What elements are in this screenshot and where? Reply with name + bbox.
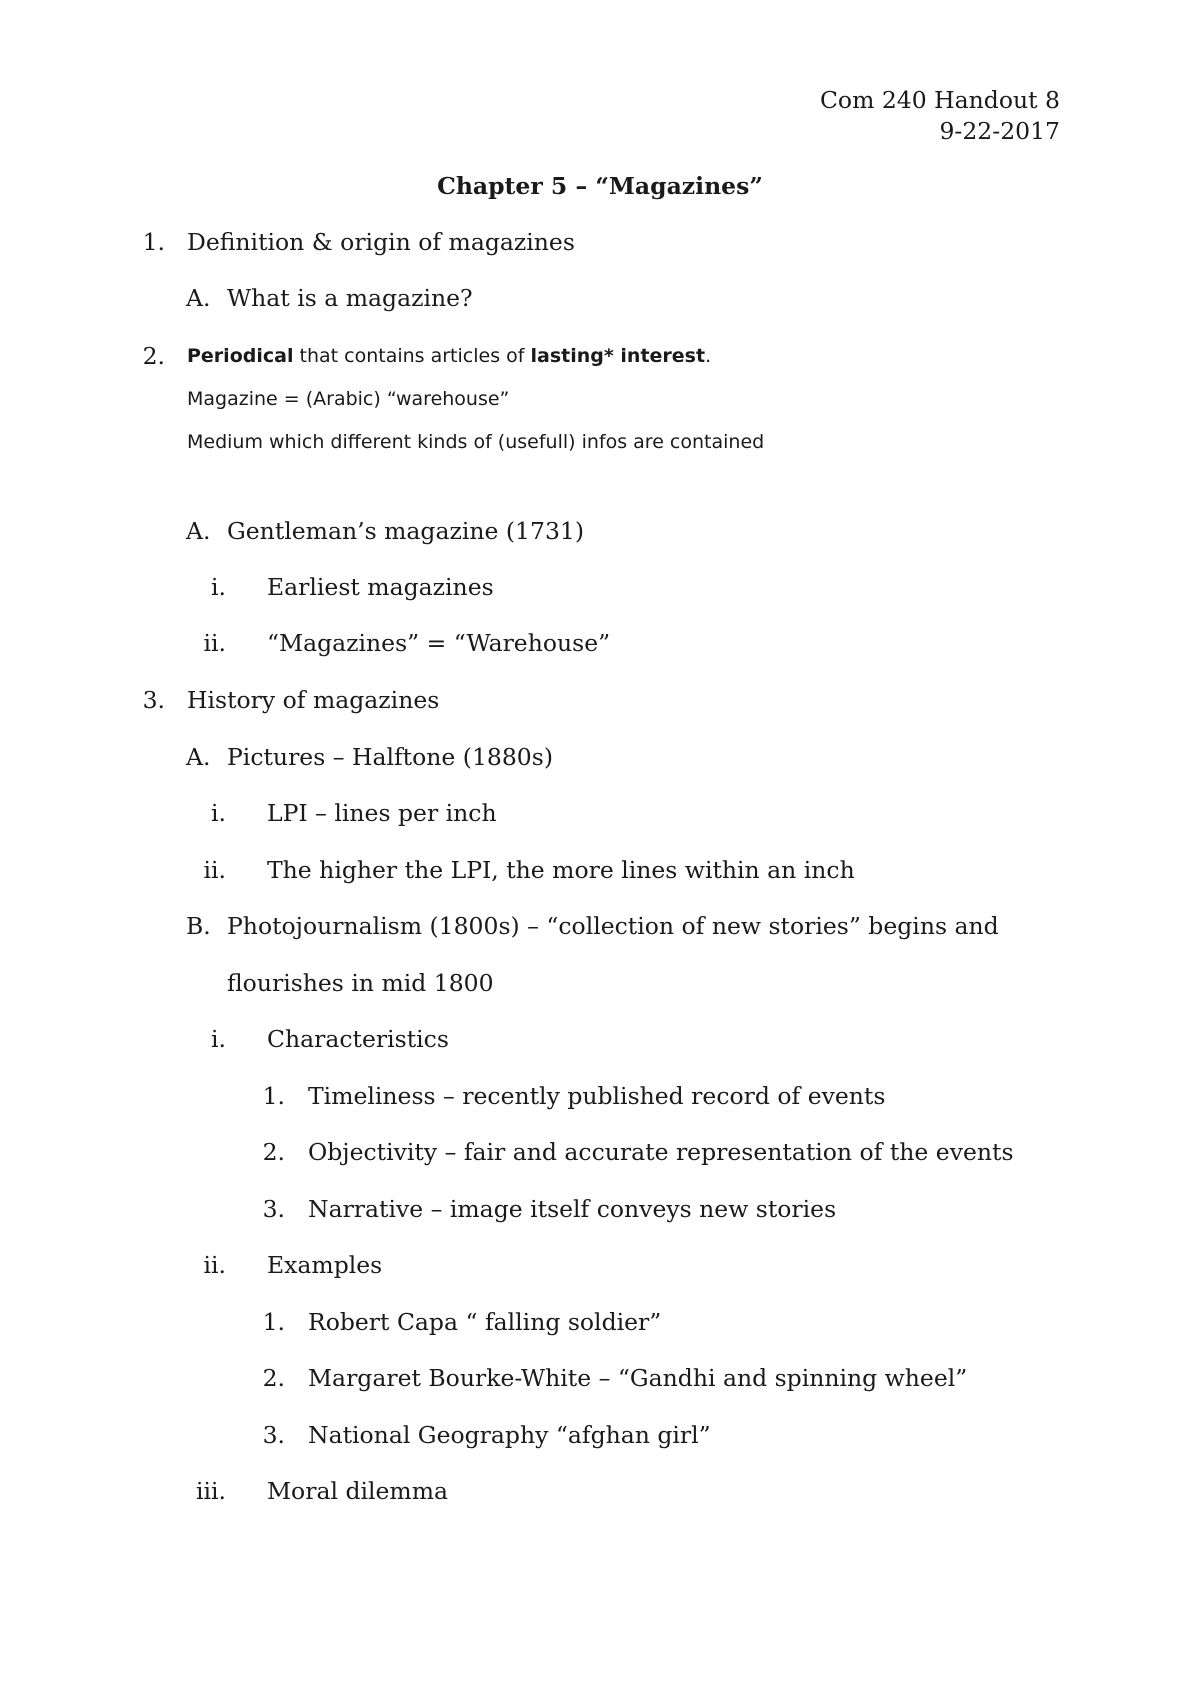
- list-roman: i.: [211, 799, 226, 827]
- list-roman: i.: [211, 573, 226, 601]
- outline-item-text: Robert Capa “ falling soldier”: [308, 1308, 662, 1336]
- list-letter: A.: [186, 517, 211, 545]
- outline-item-text: National Geography “afghan girl”: [308, 1421, 711, 1449]
- list-roman: ii.: [203, 856, 226, 884]
- outline-item-text: Margaret Bourke-White – “Gandhi and spinning wheel”: [308, 1364, 968, 1392]
- definition-text: that contains articles of: [293, 345, 531, 367]
- course-handout-line: Com 240 Handout 8: [819, 86, 1060, 114]
- outline-item-text: Pictures – Halftone (1880s): [227, 743, 553, 771]
- list-number: 2.: [262, 1364, 285, 1392]
- outline-item-text: Objectivity – fair and accurate representation of the events: [308, 1138, 1014, 1166]
- list-roman: ii.: [203, 629, 226, 657]
- list-number: 3.: [262, 1195, 285, 1223]
- outline-item-text: History of magazines: [187, 686, 440, 714]
- definition-note: Magazine = (Arabic) “warehouse”: [187, 388, 510, 410]
- list-roman: ii.: [203, 1251, 226, 1279]
- outline-item-text: Photojournalism (1800s) – “collection of new stories” begins and: [227, 912, 999, 940]
- handout-date: 9-22-2017: [939, 117, 1060, 145]
- list-number: 2.: [262, 1138, 285, 1166]
- list-number: 2.: [142, 342, 165, 370]
- outline-item-text: What is a magazine?: [227, 284, 473, 312]
- outline-item-text: Characteristics: [267, 1025, 449, 1053]
- outline-item-text-continued: flourishes in mid 1800: [227, 969, 494, 997]
- list-letter: A.: [186, 284, 211, 312]
- list-roman: iii.: [195, 1477, 226, 1505]
- definition-term: Periodical: [187, 345, 294, 367]
- outline-item-text: Gentleman’s magazine (1731): [227, 517, 585, 545]
- outline-item-text: Examples: [267, 1251, 383, 1279]
- chapter-title: Chapter 5 – “Magazines”: [437, 172, 763, 200]
- outline-item-text: LPI – lines per inch: [267, 799, 497, 827]
- list-letter: B.: [186, 912, 211, 940]
- definition-period: .: [705, 345, 712, 367]
- definition-line: [187, 344, 711, 368]
- list-number: 1.: [142, 228, 165, 256]
- outline-item-text: Timeliness – recently published record of events: [308, 1082, 886, 1110]
- outline-item-text: Moral dilemma: [267, 1477, 449, 1505]
- list-number: 1.: [262, 1308, 285, 1336]
- outline-item-text: Definition & origin of magazines: [187, 228, 575, 256]
- outline-item-text: Earliest magazines: [267, 573, 494, 601]
- list-roman: i.: [211, 1025, 226, 1053]
- outline-item-text: Narrative – image itself conveys new stories: [308, 1195, 837, 1223]
- list-number: 1.: [262, 1082, 285, 1110]
- list-number: 3.: [142, 686, 165, 714]
- definition-note: Medium which different kinds of (usefull) infos are contained: [187, 431, 765, 453]
- definition-emphasis: lasting* interest: [530, 345, 706, 367]
- list-letter: A.: [186, 743, 211, 771]
- outline-item-text: “Magazines” = “Warehouse”: [267, 629, 611, 657]
- list-number: 3.: [262, 1421, 285, 1449]
- outline-item-text: The higher the LPI, the more lines within an inch: [267, 856, 855, 884]
